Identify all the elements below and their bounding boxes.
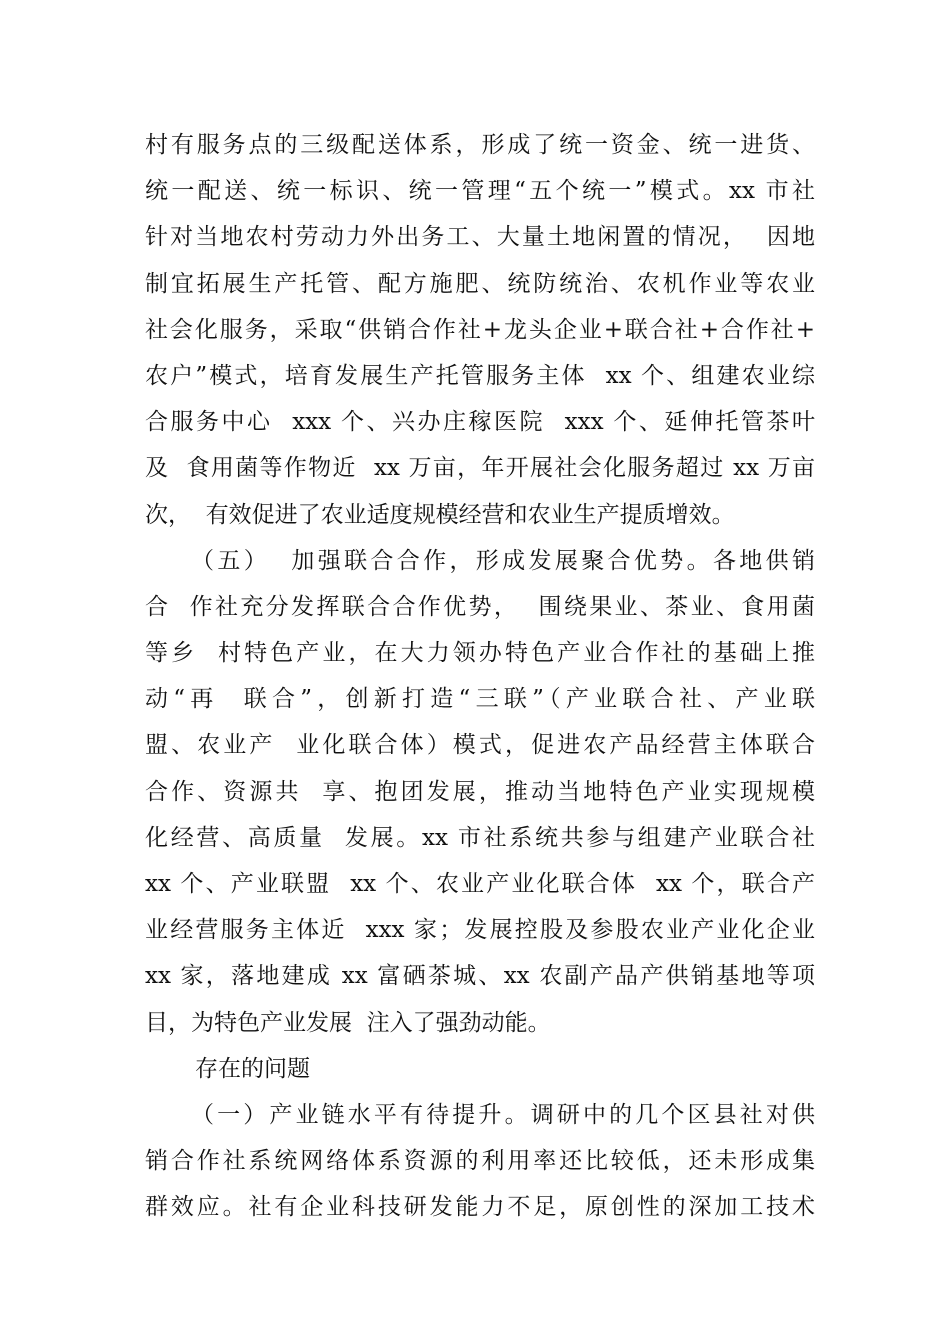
- body-text: [145, 122, 815, 1231]
- text-line: 目，为特色产业发展 注入了强劲动能。: [145, 1009, 551, 1036]
- text-line: 统一配送、统一标识、统一管理“五个统一”模式。xx 市社: [145, 178, 815, 205]
- text-line: 制宜拓展生产托管、配方施肥、统防统治、农机作业等农业: [145, 270, 815, 297]
- text-line: 盟、农业产 业化联合体）模式，促进农产品经营主体联合: [145, 732, 815, 759]
- text-line: 次， 有效促进了农业适度规模经营和农业生产提质增效。: [145, 501, 735, 528]
- text-line: 合 作社充分发挥联合合作优势， 围绕果业、茶业、食用菌: [145, 593, 815, 620]
- section-title: 存在的问题: [195, 1055, 310, 1082]
- section-heading-line: （五） 加强联合合作，形成发展聚合优势。各地供销: [191, 547, 815, 574]
- text-line: 等乡 村特色产业，在大力领办特色产业合作社的基础上推: [145, 640, 815, 667]
- text-line: 合作、资源共 享、抱团发展，推动当地特色产业实现规模: [145, 778, 815, 805]
- text-line: 动“再 联合”，创新打造“三联”（产业联合社、产业联: [145, 686, 815, 713]
- text-line: 及 食用菌等作物近 xx 万亩，年开展社会化服务超过 xx 万亩: [145, 455, 815, 482]
- text-line: 村有服务点的三级配送体系，形成了统一资金、统一进货、: [145, 132, 815, 158]
- text-line: 社会化服务，采取“供销合作社+龙头企业+联合社+合作社+: [145, 316, 815, 343]
- text-line: 合服务中心 xxx 个、兴办庄稼医院 xxx 个、延伸托管茶叶: [145, 409, 815, 436]
- text-line: 群效应。社有企业科技研发能力不足，原创性的深加工技术: [145, 1194, 815, 1221]
- text-line: 业经营服务主体近 xxx 家；发展控股及参股农业产业化企业: [145, 917, 815, 944]
- text-line: 销合作社系统网络体系资源的利用率还比较低，还未形成集: [145, 1148, 815, 1175]
- text-line: xx 个、产业联盟 xx 个、农业产业化联合体 xx 个，联合产: [145, 871, 815, 897]
- text-line: 化经营、高质量 发展。xx 市社系统共参与组建产业联合社: [145, 824, 815, 851]
- text-line: 农户”模式，培育发展生产托管服务主体 xx 个、组建农业综: [145, 362, 815, 389]
- text-line: xx 家，落地建成 xx 富硒茶城、xx 农副产品产供销基地等项: [145, 963, 815, 990]
- section-heading-line: （一）产业链水平有待提升。调研中的几个区县社对供: [191, 1101, 815, 1128]
- text-line: 针对当地农村劳动力外出务工、大量土地闲置的情况， 因地: [145, 224, 815, 251]
